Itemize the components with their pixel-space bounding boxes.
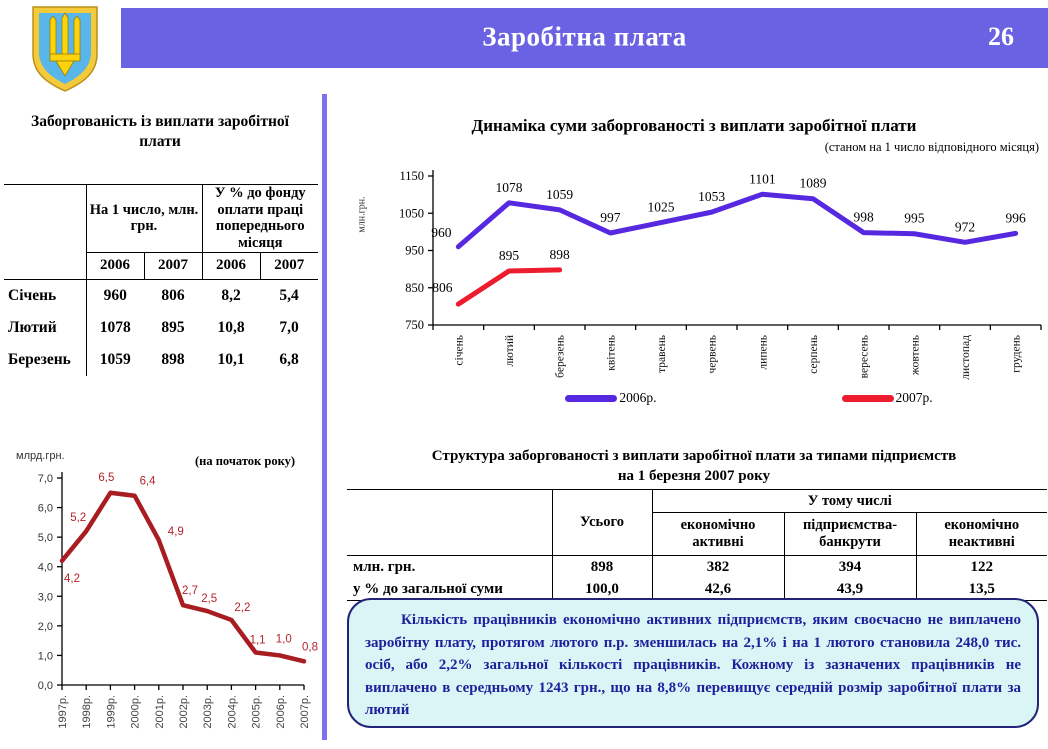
chart-legend [335,390,1048,406]
cell: 42,6 [652,578,784,601]
x-tick-label: 2006р. [274,695,287,729]
legend-item-2006 [565,390,656,406]
note-box [347,598,1039,728]
data-label: 1,0 [275,633,292,646]
x-tick-label: 2005р. [250,695,263,729]
x-tick-label: 1997р. [57,695,69,729]
data-label: 806 [432,280,453,296]
y-tick-label: 1150 [399,169,424,183]
monthly-dynamics-chart [335,158,1048,410]
yearly-arrears-chart-svg [0,430,320,744]
arrears-table-corner [4,185,86,280]
arrears-col-group-1: На 1 число, млн. грн. [86,185,202,253]
cell: 806 [161,286,185,304]
cell: 43,9 [784,578,916,601]
monthly-dynamics-chart-svg [335,158,1048,410]
x-tick-label: липень [757,335,770,370]
cell: 898 [161,350,185,368]
row-label: млн. грн. [347,556,552,579]
cell: 100,0 [552,578,652,601]
y-axis-title: млрд.грн. [16,450,65,462]
legend-item-2007 [842,390,933,406]
page-number: 26 [988,21,1014,51]
y-tick-label: 6,0 [37,502,53,515]
cell: 1078 [99,318,131,336]
data-label: 1059 [546,186,574,202]
chart-annotation: (на початок року) [194,454,296,468]
note-text: Кількість працівників економічно активних підприємств, яким своєчасно не виплачено заробітну плату, протягом лютого п.р. зменшилась на 2,1% і на 1 лютого становила 248,0 тис. осіб, або 2,2% загальної кількості працівників. Кожному із зазначених працівників не виплачено в середньому 1243 грн., що на 8,8% перевищує середній розмір заробітної плати за лютий [365,612,1021,718]
arrears-table [4,184,318,376]
y-tick-label: 5,0 [37,532,53,545]
sub-header-inactive: економічно неактивні [916,513,1047,556]
cell: 1059 [99,350,131,368]
data-label: 1053 [698,189,726,205]
data-label: 2,2 [234,601,251,614]
y-tick-label: 750 [405,318,424,332]
x-tick-label: грудень [1010,335,1023,373]
yearly-arrears-chart [0,430,320,744]
data-label: 5,2 [70,512,87,525]
x-tick-label: квітень [605,335,618,371]
cell: 960 [103,286,127,304]
data-label: 1089 [799,175,827,191]
data-label: 1078 [495,179,523,195]
month-label: Січень [4,279,86,312]
x-tick-label: січень [453,335,466,366]
x-tick-label: травень [656,335,668,373]
y-tick-label: 1,0 [37,650,53,663]
x-tick-label: 2002р. [178,695,190,729]
cell: 394 [784,556,916,579]
x-tick-label: листопад [960,335,972,380]
x-tick-label: березень [554,335,567,378]
y-tick-label: 1050 [399,206,424,221]
y-tick-label: 2,0 [37,620,53,633]
x-tick-label: 2004р. [226,695,239,729]
cell: 10,1 [217,350,245,368]
cell: 8,2 [221,286,241,304]
table-row [4,279,318,312]
structure-title-line2: на 1 березня 2007 року [617,467,771,484]
year-header: 2007 [144,252,202,279]
cell: 122 [916,556,1047,579]
legend-label: 2006р. [619,390,657,405]
y-tick-label: 4,0 [37,561,53,574]
table-row [347,556,1047,579]
data-label: 0,8 [302,641,318,654]
x-tick-label: 2007р. [299,695,311,729]
y-axis-title: млн.грн. [356,196,368,233]
x-tick-label: 2003р. [202,695,215,729]
structure-table-title [347,447,1041,486]
row-label: у % до загальної суми [347,578,552,601]
y-tick-label: 7,0 [37,473,53,485]
x-tick-label: серпень [808,335,820,374]
cell: 6,8 [279,350,299,368]
including-header: У тому числі [652,490,1047,513]
data-label: 2,7 [182,585,198,598]
series-line-2007р. [458,270,559,304]
y-tick-label: 950 [405,243,424,258]
structure-title-line1: Структура заборгованості з виплати заробітної плати за типами підприємств [431,448,957,464]
page-title: Заробітна плата [482,21,687,52]
data-label: 895 [498,247,520,263]
y-tick-label: 3,0 [37,591,53,604]
x-tick-label: 1998р. [81,695,94,729]
series-line-2006р. [458,194,1015,247]
table-row [4,312,318,344]
x-tick-label: 2000р. [129,695,142,729]
sub-header-bankrupt: підприємства-банкрути [784,513,916,556]
cell: 7,0 [279,318,299,336]
cell: 13,5 [916,578,1047,601]
data-label: 998 [853,209,874,225]
cell: 382 [706,558,730,575]
dynamics-chart-title: Динаміка суми заборгованості з виплати заробітної плати [471,116,917,135]
data-label: 997 [600,209,621,225]
cell: 895 [161,318,185,336]
dynamics-chart-subtitle: (станом на 1 число відповідного місяця) [824,140,1039,154]
data-label: 960 [431,224,452,240]
data-label: 995 [904,210,925,226]
x-tick-label: вересень [858,335,871,379]
series-line-заборгованість [62,493,304,662]
legend-label: 2007р. [895,390,933,405]
year-header: 2007 [260,252,318,279]
data-label: 2,5 [201,593,218,606]
y-tick-label: 850 [405,280,424,295]
column-divider [322,94,327,740]
ukraine-coat-of-arms-icon [26,4,104,94]
month-label: Лютий [4,312,86,344]
x-tick-label: лютий [504,335,516,367]
data-label: 6,4 [139,475,156,488]
structure-table [347,489,1047,601]
y-tick-label: 0,0 [37,680,53,692]
data-label: 6,5 [98,471,115,484]
cell: 898 [552,556,652,579]
x-tick-label: 1999р. [105,695,118,729]
cell: 10,8 [217,318,245,336]
arrears-col-group-2: У % до фонду оплати праці попереднього місяця [202,185,318,253]
sub-header-active: економічно активні [652,513,784,556]
x-tick-label: 2001р. [153,695,166,729]
data-label: 898 [549,246,570,262]
x-tick-label: червень [706,335,719,374]
data-label: 1,1 [249,634,266,647]
data-label: 4,2 [64,572,80,585]
legend-swatch-2006 [565,395,617,402]
data-label: 1101 [749,171,776,187]
x-tick-label: жовтень [909,335,922,376]
legend-swatch-2007 [842,395,894,402]
table-row [4,344,318,376]
data-label: 1025 [647,199,675,215]
year-header: 2006 [202,252,260,279]
structure-corner [347,490,552,556]
data-label: 972 [954,219,976,235]
data-label: 996 [1005,210,1026,226]
year-header: 2006 [86,252,144,279]
data-label: 4,9 [167,526,184,539]
left-section-title: Заборгованість із виплати заробітної плати [31,113,289,151]
header-bar [121,8,1048,68]
total-header: Усього [552,490,652,556]
cell: 5,4 [279,286,299,304]
month-label: Березень [4,344,86,376]
